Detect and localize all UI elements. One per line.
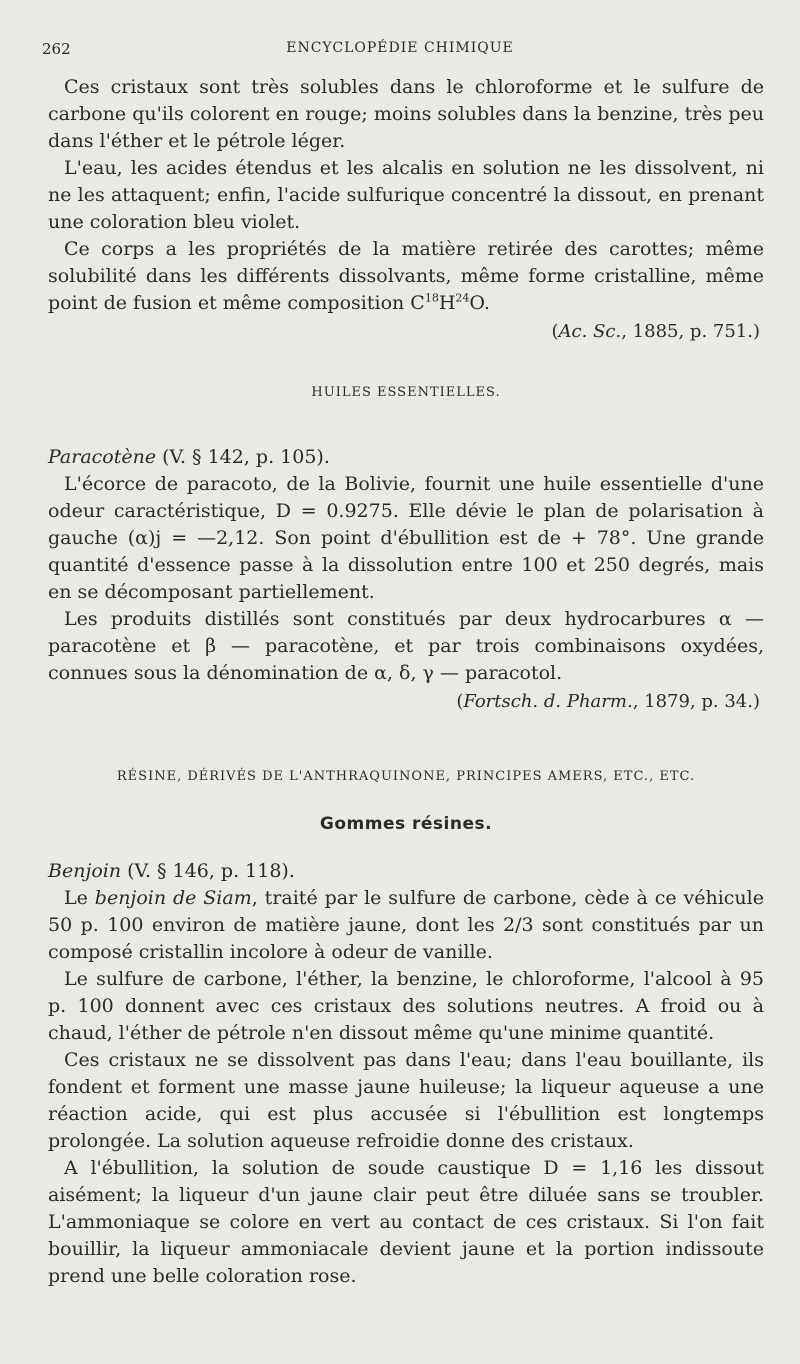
paragraph-text: Ce corps a les propriétés de la matière retirée des carottes; même solubilité dans les différents dissolvants, même forme cristalline, même point de fusion et même composition C xyxy=(48,238,764,314)
entry-reference: (V. § 142, p. 105). xyxy=(156,446,330,468)
subscript-number: 24 xyxy=(455,291,470,305)
paragraph xyxy=(48,236,764,317)
body-text xyxy=(48,74,764,1290)
citation: (Fortsch. d. Pharm., 1879, p. 34.) xyxy=(456,691,760,712)
paragraph xyxy=(48,885,764,966)
paragraph: L'eau, les acides étendus et les alcalis en solution ne les dissolvent, ni ne les attaquent; enfin, l'acide sulfurique concentré la dissout, en prenant une coloration bleu violet. xyxy=(48,157,764,233)
paragraph: A l'ébullition, la solution de soude caustique D = 1,16 les dissout aisément; la liqueur d'un jaune clair peut être diluée sans se troubler. L'ammoniaque se colore en vert au contact de ces cristaux. Si l'on fait bouillir, la liqueur ammoniacale devient jaune et la portion indissoute prend une belle coloration rose. xyxy=(48,1157,764,1287)
citation-journal: Fortsch. d. Pharm. xyxy=(463,691,633,712)
formula-part: H xyxy=(438,292,456,314)
entry-reference: (V. § 146, p. 118). xyxy=(121,860,295,882)
page-header xyxy=(42,40,758,62)
paragraph: Le sulfure de carbone, l'éther, la benzine, le chloroforme, l'alcool à 95 p. 100 donnent avec ces cristaux des solutions neutres. A froid ou à chaud, l'éther de pétrole n'en dissout même qu'une minime quantité. xyxy=(48,968,764,1044)
entry-heading xyxy=(48,858,764,885)
paragraph: L'écorce de paracoto, de la Bolivie, fournit une huile essentielle d'une odeur caractéristique, D = 0.9275. Elle dévie le plan de polarisation à gauche (α)j = —2,12. Son point d'ébullition est de + 78°. Une grande quantité d'essence passe à la dissolution entre 100 et 250 degrés, mais en se décomposant partiellement. xyxy=(48,473,764,603)
italic-term: benjoin de Siam xyxy=(94,887,252,909)
section-title: RÉSINE, DÉRIVÉS DE L'ANTHRAQUINONE, PRINCIPES AMERS, ETC., ETC. xyxy=(116,769,696,784)
entry-heading xyxy=(48,444,764,471)
paragraph: Les produits distillés sont constitués par deux hydrocarbures α — paracotène et β — paracotène, et par trois combinaisons oxydées, connues sous la dénomination de α, δ, γ — paracotol. xyxy=(48,608,764,684)
citation-details: , 1879, p. 34.) xyxy=(632,691,760,712)
citation-journal: Ac. Sc. xyxy=(558,321,622,342)
page-number: 262 xyxy=(42,40,71,58)
paragraph-text: , traité par le sulfure de carbone, cède à ce véhicule 50 p. 100 environ de matière jaune, dont les 2/3 sont constitués par un composé cristallin incolore à odeur de vanille. xyxy=(48,887,764,963)
section-title: HUILES ESSENTIELLES. xyxy=(311,385,501,400)
subsection-title: Gommes résines. xyxy=(319,814,493,834)
paragraph: Ces cristaux sont très solubles dans le chloroforme et le sulfure de carbone qu'ils colorent en rouge; moins solubles dans la benzine, très peu dans l'éther et le pétrole léger. xyxy=(48,76,764,152)
subscript-number: 18 xyxy=(424,291,439,305)
entry-name: Paracotène xyxy=(48,446,157,468)
formula-part: O. xyxy=(469,292,490,314)
paragraph: Ces cristaux ne se dissolvent pas dans l'eau; dans l'eau bouillante, ils fondent et forment une masse jaune huileuse; la liqueur aqueuse a une réaction acide, qui est plus accusée si l'ébullition est longtemps prolongée. La solution aqueuse refroidie donne des cristaux. xyxy=(48,1049,764,1152)
citation-details: , 1885, p. 751.) xyxy=(621,321,760,342)
running-title: ENCYCLOPÉDIE CHIMIQUE xyxy=(286,40,514,56)
entry-name: Benjoin xyxy=(48,860,122,882)
citation: (Ac. Sc., 1885, p. 751.) xyxy=(551,321,760,342)
paragraph-text: Le xyxy=(64,887,95,909)
